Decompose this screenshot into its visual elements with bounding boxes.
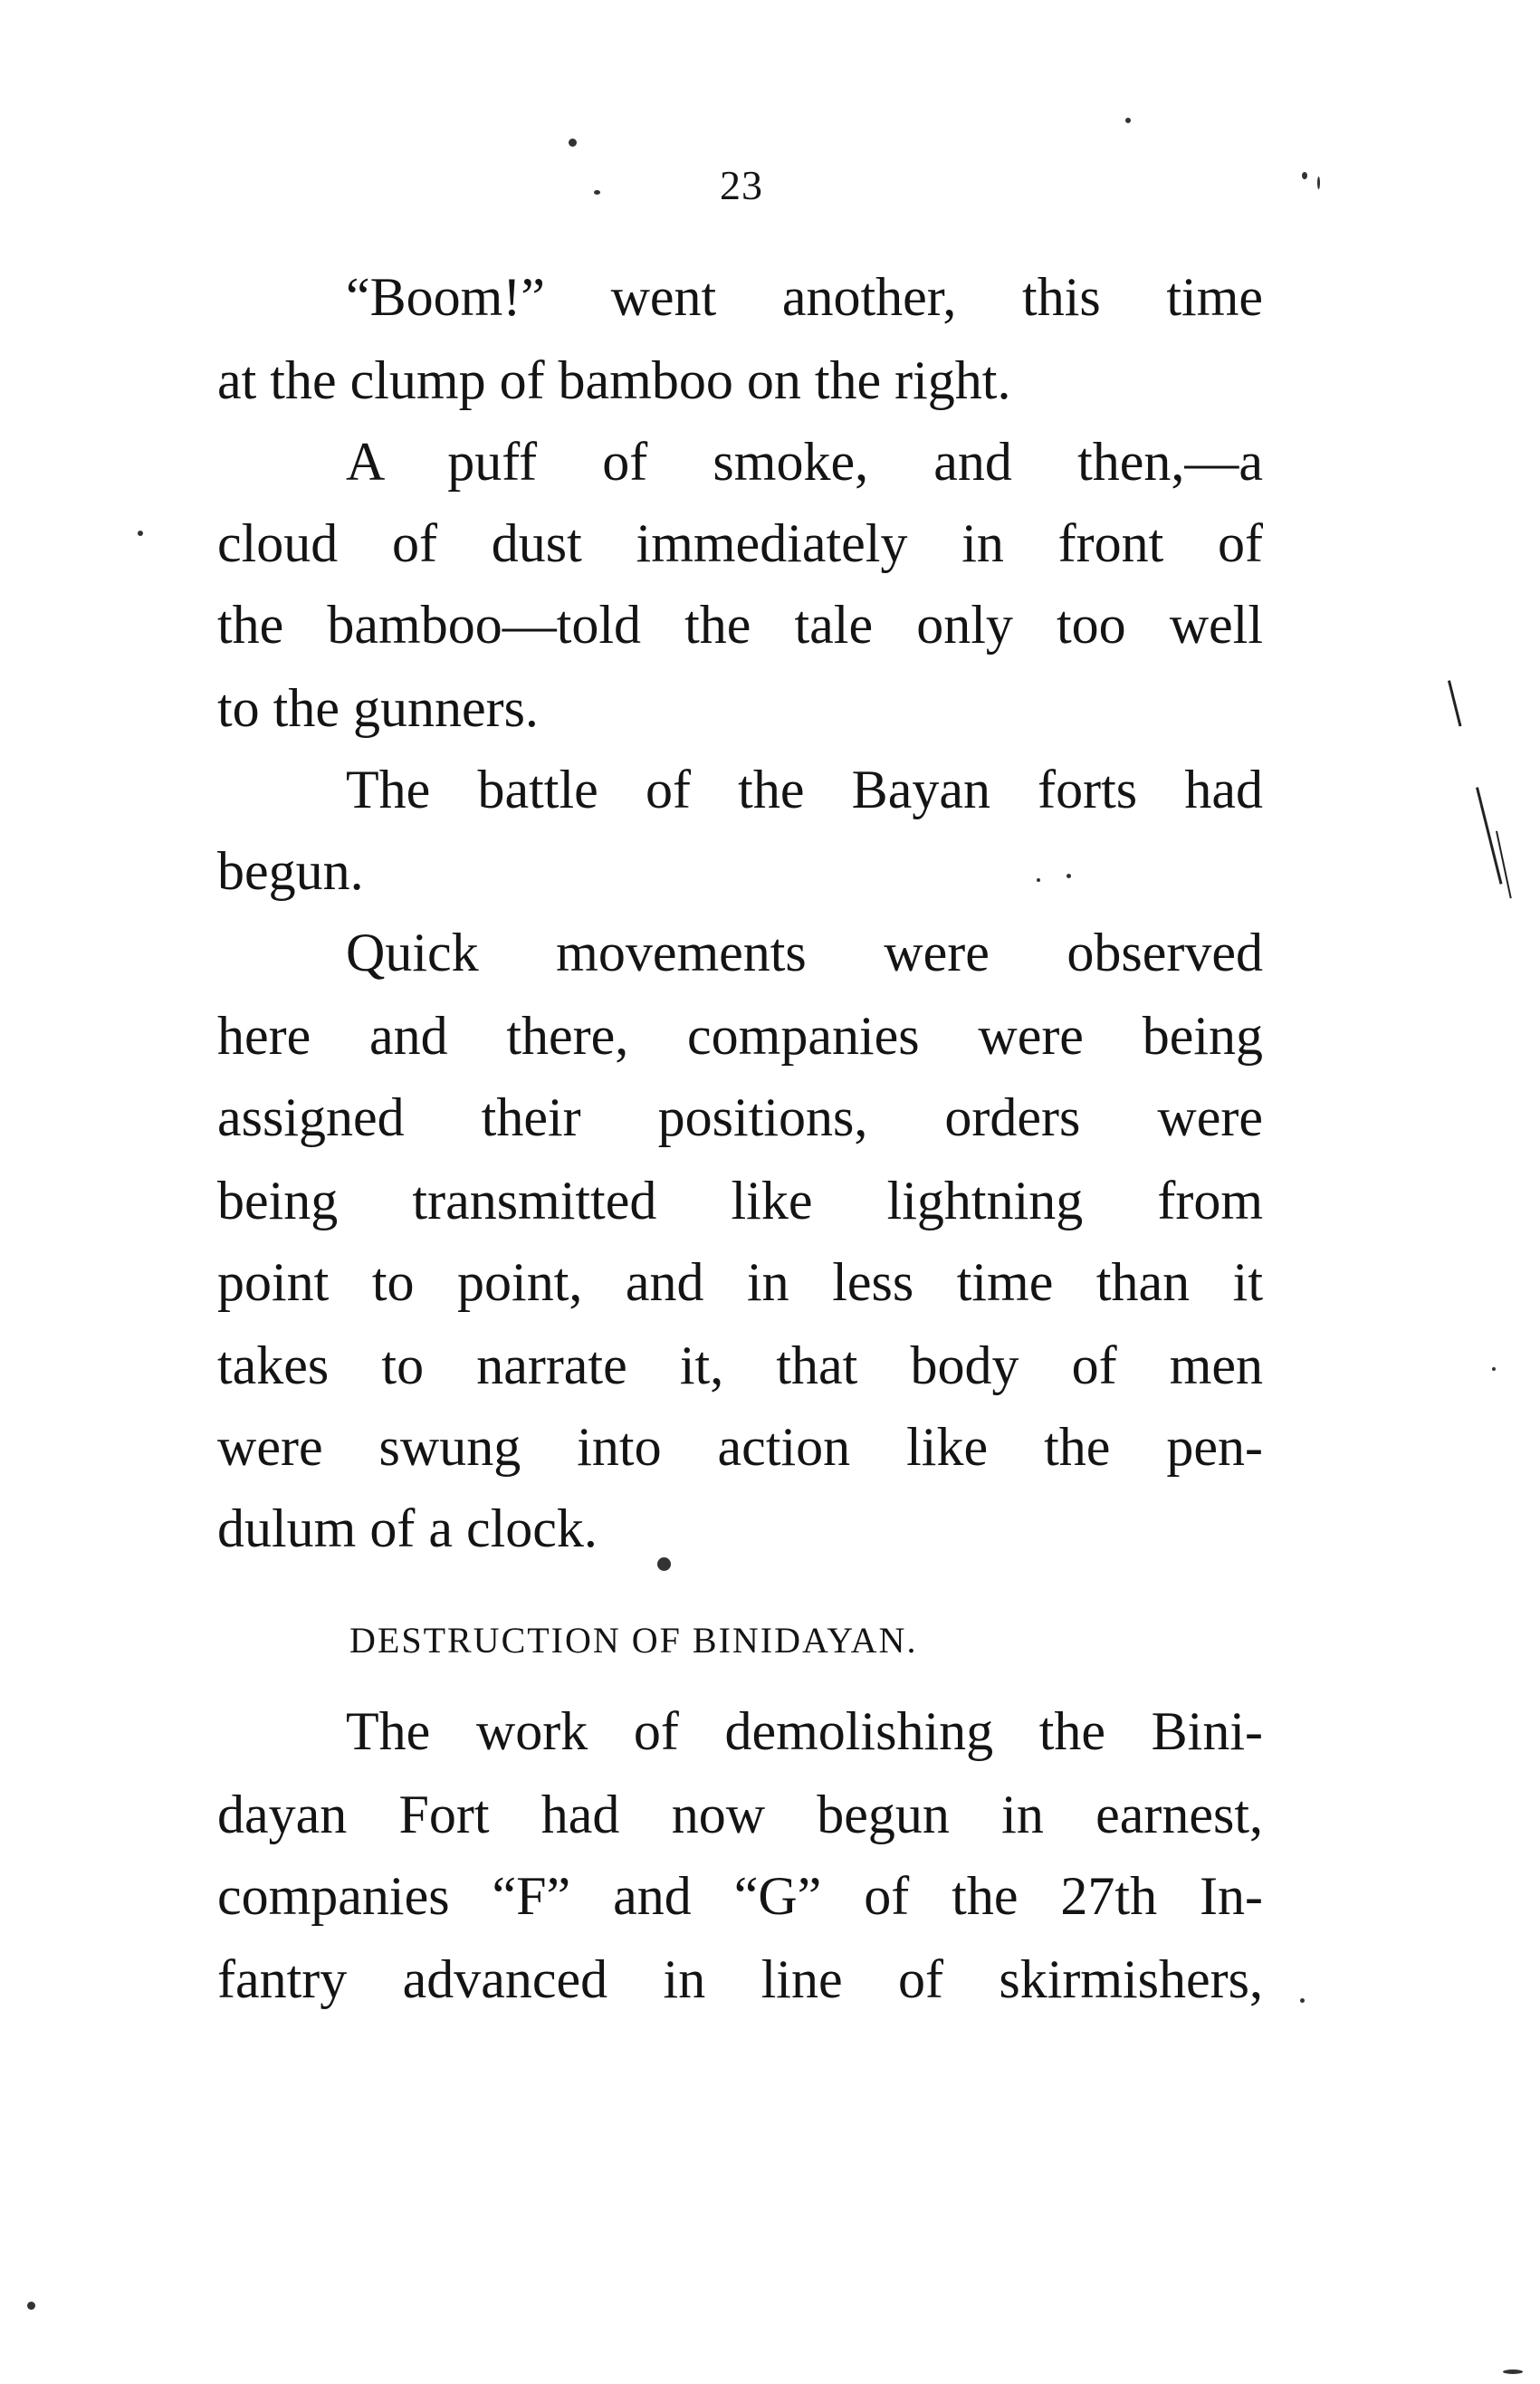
paragraph-line: fantry advanced in line of skirmishers, bbox=[217, 1949, 1263, 2009]
scan-mark bbox=[1448, 680, 1461, 726]
paragraph-line: dayan Fort had now begun in earnest, bbox=[217, 1785, 1263, 1844]
paragraph-line: the bamboo—told the tale only too well bbox=[217, 595, 1263, 655]
scan-speck bbox=[1125, 118, 1131, 123]
section-heading: DESTRUCTION OF BINIDAYAN. bbox=[349, 1620, 918, 1661]
paragraph-line: Quick movements were observed bbox=[346, 923, 1263, 982]
scan-speck bbox=[594, 190, 600, 195]
scan-speck bbox=[1300, 1998, 1305, 2003]
paragraph-line: assigned their positions, orders were bbox=[217, 1087, 1263, 1147]
scan-speck bbox=[657, 1557, 671, 1571]
paragraph-line: were swung into action like the pen- bbox=[217, 1417, 1263, 1477]
paragraph-line: “Boom!” went another, this time bbox=[346, 267, 1263, 327]
page-number: 23 bbox=[720, 162, 763, 208]
scan-speck bbox=[1067, 874, 1071, 878]
scan-speck bbox=[1317, 177, 1320, 189]
paragraph-line: being transmitted like lightning from bbox=[217, 1171, 1263, 1230]
scan-speck bbox=[1492, 1367, 1496, 1371]
scan-mark bbox=[1496, 831, 1512, 899]
paragraph-line: at the clump of bamboo on the right. bbox=[217, 350, 1011, 410]
scan-speck bbox=[569, 139, 577, 147]
scan-speck bbox=[1302, 172, 1307, 179]
paragraph-line: takes to narrate it, that body of men bbox=[217, 1336, 1263, 1395]
paragraph-line: The work of demolishing the Bini- bbox=[346, 1701, 1263, 1761]
scan-speck bbox=[1037, 878, 1040, 882]
paragraph-line: cloud of dust immediately in front of bbox=[217, 513, 1263, 573]
paragraph-line: here and there, companies were being bbox=[217, 1006, 1263, 1066]
scan-speck bbox=[1503, 2370, 1523, 2374]
paragraph-line: A puff of smoke, and then,—a bbox=[346, 432, 1263, 492]
paragraph-line: begun. bbox=[217, 841, 364, 901]
paragraph-line: to the gunners. bbox=[217, 678, 539, 738]
scan-speck bbox=[138, 531, 143, 536]
paragraph-line: The battle of the Bayan forts had bbox=[346, 760, 1263, 819]
paragraph-line: companies “F” and “G” of the 27th In- bbox=[217, 1866, 1263, 1926]
scan-speck bbox=[27, 2302, 35, 2310]
paragraph-line: point to point, and in less time than it bbox=[217, 1252, 1263, 1312]
paragraph-line: dulum of a clock. bbox=[217, 1498, 598, 1558]
